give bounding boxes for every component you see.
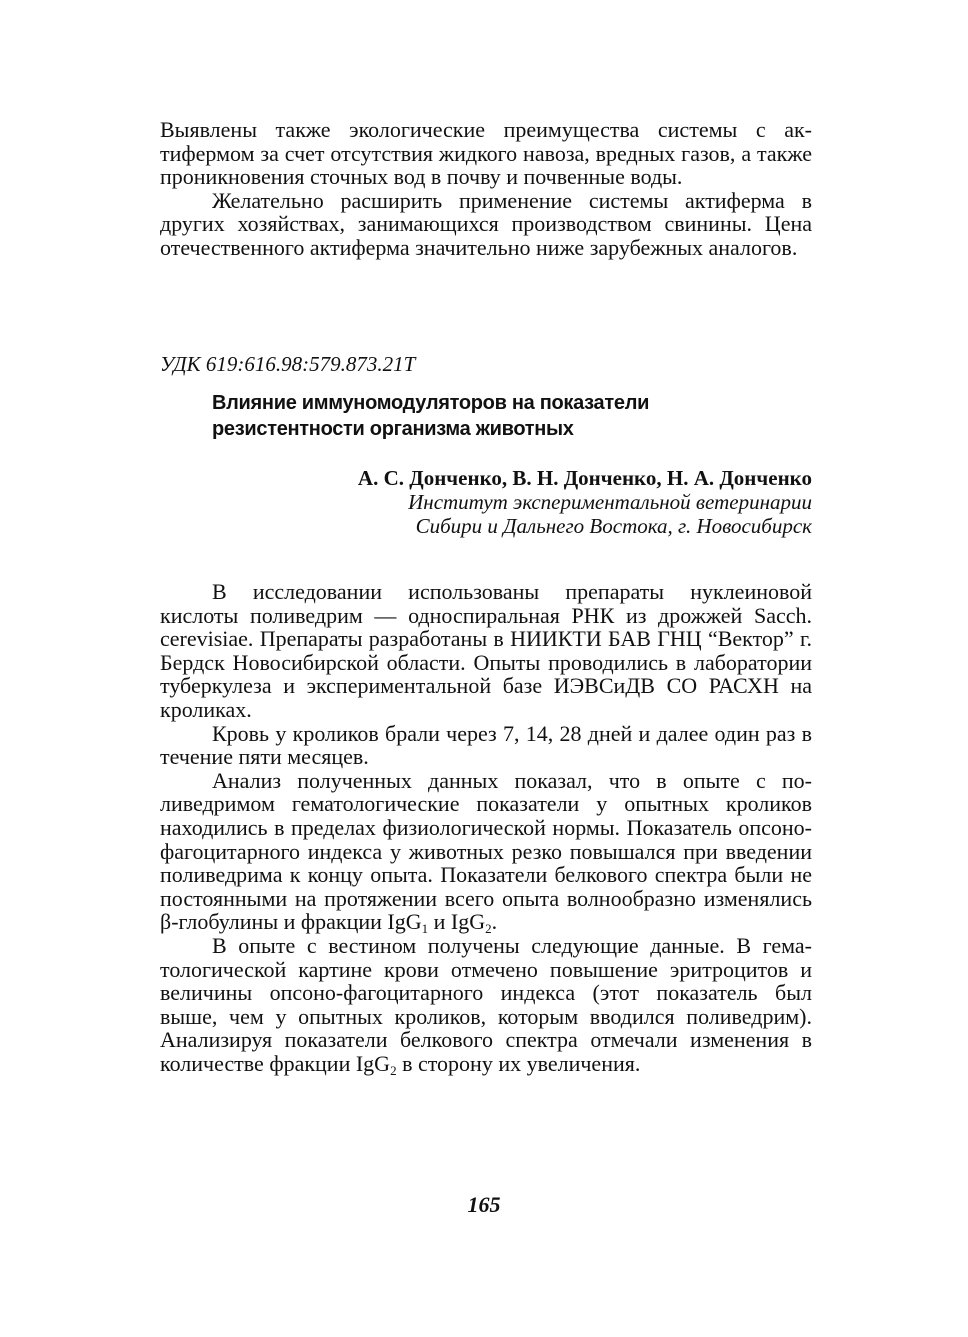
article-body xyxy=(160,579,812,1078)
paragraph-text: и IgG xyxy=(428,909,486,935)
udk-code: УДК 619:616.98:579.873.21Т xyxy=(160,352,416,376)
paragraph xyxy=(160,767,812,937)
institution-line: Сибири и Дальнего Востока, г. Новосибирск xyxy=(415,514,812,538)
page-number: 165 xyxy=(467,1192,501,1217)
subscript: 1 xyxy=(421,921,429,937)
subscript: 2 xyxy=(485,921,492,937)
paragraph xyxy=(160,934,812,1076)
paragraph-text: В опыте с вестином получены следующие данные. В гематологической картине крови отмечено повышение эритроцитов и величины опсоно-фагоцитарного индекса (этот показатель был выше, чем у опытных кроликов, которым вводился поливедрим). Анализируя показатели белкового спектра отмечали изменения в количестве фракции IgG xyxy=(160,932,812,1076)
paragraph-text: в сторону их увеличения. xyxy=(396,1050,641,1076)
paragraph: В исследовании использованы препараты нуклеиновой кислоты поливедрим — односпиральная РНК из дрожжей Sacch. cerevisiae. Препараты разработаны в НИИКТИ БАВ ГНЦ “Вектор” г. Бердск Новосибирской области. Опыты проводились в лаборатории туберкулеза и экспериментальной базе ИЭВСиДВ СО РАСХН на кроликах. xyxy=(160,579,812,722)
title-line: резистентности организма животных xyxy=(212,418,574,440)
paragraph: Желательно расширить применение системы актиферма в других хозяйствах, занимающихся производством свинины. Цена отечественного актиферма значительно ниже зарубежных аналогов. xyxy=(160,187,812,260)
article-title xyxy=(212,390,772,442)
title-line: Влияние иммуномодуляторов на показатели xyxy=(212,392,650,414)
paragraph-text: . xyxy=(491,909,498,935)
institution-line: Институт экспериментальной ветеринарии xyxy=(408,490,812,514)
authors: А. С. Донченко, В. Н. Донченко, Н. А. Донченко xyxy=(357,466,812,490)
author-block xyxy=(358,466,812,538)
top-section xyxy=(160,118,812,260)
subscript: 2 xyxy=(390,1062,397,1078)
paragraph: Кровь у кроликов брали через 7, 14, 28 дней и далее один раз в течение пяти месяцев. xyxy=(160,720,812,770)
paragraph: Выявлены также экологические преимущества системы с актифермом за счет отсутствия жидкого навоза, вредных газов, а также проникновения сточных вод в почву и почвенные воды. xyxy=(160,117,812,190)
paragraph-text: Анализ полученных данных показал, что в опыте с поливедримом гематологические показатели у опытных кроликов находились в пределах физиологической нормы. Показатель опсоно-фагоцитарного индекса у животных резко повышался при введении поливедрима к концу опыта. Показатели белкового спектра были не постоянными на протяжении всего опыта волнообразно изменялись β-глобулины и фракции IgG xyxy=(160,767,812,935)
